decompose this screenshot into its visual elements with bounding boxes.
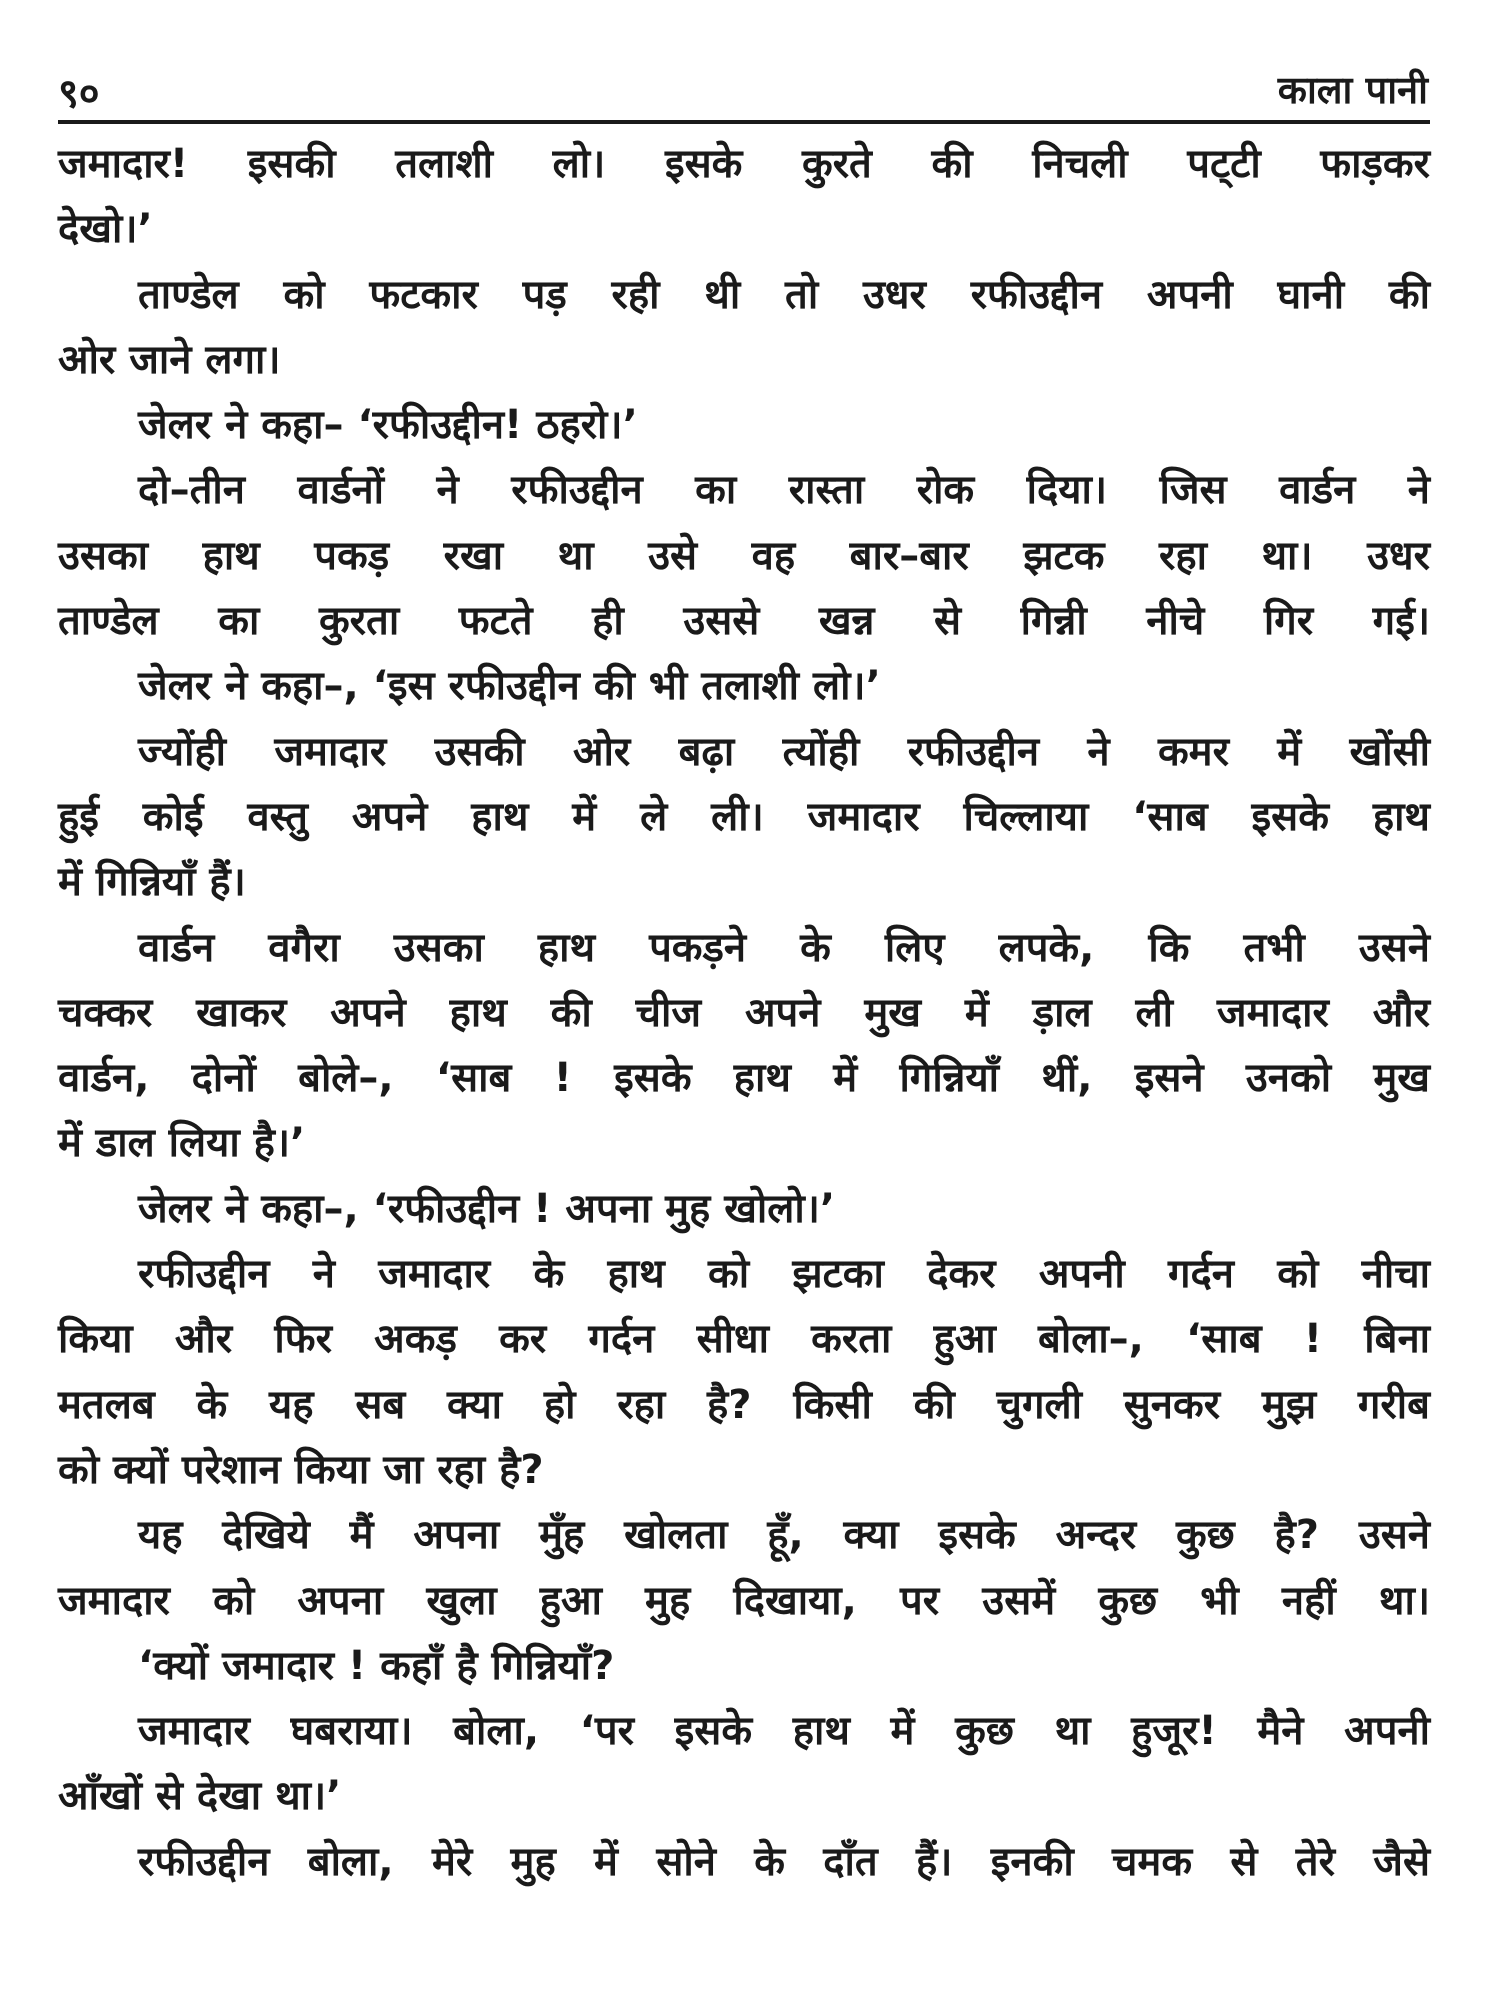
text-line: ‘क्यों जमादार ! कहाँ है गिन्नियाँ? xyxy=(138,1642,615,1689)
text-line: जमादार! इसकी तलाशी लो। इसके कुरते की निचली पट्‌टी फाड़कर xyxy=(58,141,1430,187)
text-line: चक्कर खाकर अपने हाथ की चीज अपने मुख में ड़ाल ली जमादार और xyxy=(58,989,1430,1036)
text-line: ओर जाने लगा। xyxy=(58,336,281,383)
text-line: जमादार घबराया। बोला, ‘पर इसके हाथ में कुछ था हुजूर! मैने अपनी xyxy=(138,1708,1430,1755)
text-line: दो–तीन वार्डनों ने रफीउद्दीन का रास्ता रोक दिया। जिस वार्डन ने xyxy=(138,467,1430,514)
page-number: ९० xyxy=(58,71,100,117)
text-line: रफीउद्दीन ने जमादार के हाथ को झटका देकर अपनी गर्दन को नीचा xyxy=(138,1251,1430,1298)
text-line: ताण्डेल का कुरता फटते ही उससे खन्न से गिन्नी नीचे गिर गई। xyxy=(58,598,1430,645)
running-title: काला पानी xyxy=(1277,68,1428,112)
text-line: वार्डन, दोनों बोले–, ‘साब ! इसके हाथ में गिन्नियाँ थीं, इसने उनको मुख xyxy=(58,1055,1430,1102)
text-line: जेलर ने कहा– ‘रफीउद्दीन! ठहरो।’ xyxy=(138,402,638,449)
text-line: उसका हाथ पकड़ रखा था उसे वह बार–बार झटक रहा था। उधर xyxy=(58,532,1430,579)
text-line: में गिन्नियाँ हैं। xyxy=(58,859,246,906)
text-line: किया और फिर अकड़ कर गर्दन सीधा करता हुआ बोला–, ‘साब ! बिना xyxy=(58,1316,1430,1363)
text-line: ज्योंही जमादार उसकी ओर बढ़ा त्योंही रफीउद्दीन ने कमर में खोंसी xyxy=(138,728,1430,775)
text-line: मतलब के यह सब क्या हो रहा है? किसी की चुगली सुनकर मुझ गरीब xyxy=(58,1381,1430,1428)
text-line: को क्यों परेशान किया जा रहा है? xyxy=(58,1446,544,1493)
text-line: जेलर ने कहा–, ‘इस रफीउद्दीन की भी तलाशी लो।’ xyxy=(138,663,881,710)
text-line: आँखों से देखा था।’ xyxy=(58,1773,342,1820)
text-line: वार्डन वगैरा उसका हाथ पकड़ने के लिए लपके, कि तभी उसने xyxy=(138,924,1430,971)
text-line: ताण्डेल को फटकार पड़ रही थी तो उधर रफीउद्दीन अपनी घानी की xyxy=(138,271,1430,318)
body-text xyxy=(58,132,1430,1895)
text-line: हुई कोई वस्तु अपने हाथ में ले ली। जमादार चिल्लाया ‘साब इसके हाथ xyxy=(58,793,1430,840)
header-rule xyxy=(58,120,1430,124)
text-line: यह देखिये मैं अपना मुँह खोलता हूँ, क्या इसके अन्दर कुछ है? उसने xyxy=(138,1512,1430,1559)
text-line: जमादार को अपना खुला हुआ मुह दिखाया, पर उसमें कुछ भी नहीं था। xyxy=(58,1577,1430,1624)
page-header xyxy=(58,62,1428,122)
text-line: देखो।’ xyxy=(58,206,153,253)
text-line: में डाल लिया है।’ xyxy=(58,1120,306,1167)
text-line: जेलर ने कहा–, ‘रफीउद्दीन ! अपना मुह खोलो।’ xyxy=(138,1185,836,1232)
text-line: रफीउद्दीन बोला, मेरे मुह में सोने के दाँत हैं। इनकी चमक से तेरे जैसे xyxy=(138,1838,1430,1885)
